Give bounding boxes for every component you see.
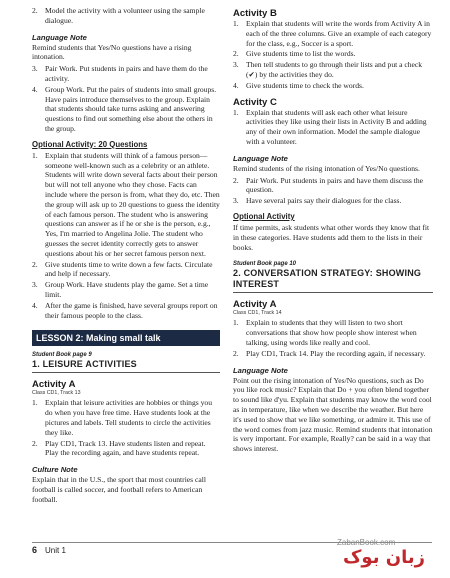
optional-activity-title: Optional Activity: 20 Questions — [32, 139, 148, 149]
page-number: 6 — [32, 545, 38, 555]
activity-b-title: Activity B — [233, 8, 277, 19]
watermark-logo — [337, 538, 447, 574]
list-item: 4. Give students time to check the words. — [233, 80, 364, 90]
student-book-page: Student Book page 10 — [233, 261, 297, 268]
list-item: 3. Pair Work. Put students in pairs and have them do the activity. — [32, 64, 208, 83]
list-item: 2. Model the activity with a volunteer using the sample dialogue. — [32, 6, 205, 25]
list-item: 2. Play CD1, Track 13. Have students listen and repeat. Play the recording again, and have students repeat. — [32, 438, 206, 458]
language-note-text: Remind students of the rising intonation of Yes/No questions. — [233, 163, 420, 173]
language-note-title: Language Note — [233, 153, 288, 163]
list-item: 2. Pair Work. Put students in pairs and have them discuss the question. — [233, 175, 424, 195]
optional-activity-title: Optional Activity — [233, 211, 295, 221]
list-item: 1. Explain that students will ask each other what leisure activities they like using their lists in Activity B and adding any of their own information. Model the sample dialogue with a volunteer. — [233, 107, 427, 146]
intro-steps — [32, 6, 220, 26]
steps-list — [32, 64, 220, 134]
list-item: 2. Play CD1, Track 14. Play the recording again, if necessary. — [233, 348, 426, 358]
left-column — [32, 0, 220, 504]
activity-b-steps — [233, 19, 433, 91]
watermark-logo-text: زبان بوک — [343, 547, 425, 568]
unit-label: Unit 1 — [45, 546, 66, 555]
language-note-title: Language Note — [32, 32, 87, 42]
list-item: 1. Explain that students will write the words from Activity A in each of the three columns. Give an example of each category for the class, e.g., Soccer is a sport. — [233, 19, 432, 48]
list-item: 1. Explain to students that they will listen to two short conversations that show how people show interest when talking, using words like really and cool. — [233, 318, 417, 347]
student-book-page: Student Book page 9 — [32, 352, 92, 359]
activity-a-steps — [32, 398, 220, 458]
list-item: 1. Explain that students will think of a famous person—someone well-known such as a celebrity or an athlete. Students will write down several facts about their person but will not tell anyone who they chose. Facts can include where the person is from, what they do, etc. Then the group will ask up to 20 questions to guess the identity of each famous person. The student who is answering questions can answer as if he or she is the person, e.g., Yes, I'm married to Angelina Jolie. The student who guesses the secret identity correctly gets to answer questions about his or her secret famous person next. — [32, 150, 220, 258]
list-item: 1. Explain that leisure activities are hobbies or things you do when you have free time. Have students look at the pictures and labels. Tell students to circle the activities they like. — [32, 398, 213, 437]
list-item: 3. Group Work. Have students play the game. Set a time limit. — [32, 280, 209, 299]
section-title: 2. CONVERSATION STRATEGY: SHOWING INTEREST — [233, 268, 433, 293]
track-label: Class CD1, Track 13 — [32, 390, 81, 397]
list-item: 2. Give students time to write down a few facts. Circulate and help if necessary. — [32, 259, 213, 279]
page-footer — [32, 545, 66, 555]
culture-note-text: Explain that in the U.S., the sport that most countries call football is called soccer, and football refers to American football. — [32, 475, 206, 504]
watermark-url: ZabanBook.com — [337, 538, 396, 547]
right-column — [233, 0, 433, 454]
activity-c-title: Activity C — [233, 96, 277, 108]
list-item: 4. After the game is finished, have several groups report on their famous people to the class. — [32, 300, 218, 320]
language-note-text: Point out the rising intonation of Yes/No questions, such as Do you like rock music? Explain that Do + you often blend together to sound like d'yu. Explain that students may know the word cool as in temperature, like when we describe the weather. But here it's used to show that we like something, or admire it. This use of the word comes from jazz music. Remind students that intonation is very important. For example, Really? can be said in a way that shows interest. — [233, 375, 433, 454]
lesson-bar: LESSON 2: Making small talk — [32, 330, 220, 346]
culture-note-title: Culture Note — [32, 465, 78, 475]
list-item: 3. Have several pairs say their dialogues for the class. — [233, 196, 402, 206]
optional-steps — [32, 151, 220, 321]
language-note-text: Remind students that Yes/No questions have a rising intonation. — [32, 42, 192, 62]
language-note-title: Language Note — [233, 365, 288, 375]
activity-a-title: Activity A — [32, 379, 76, 391]
list-item: 2. Give students time to list the words. — [233, 49, 356, 59]
list-item: 4. Group Work. Put the pairs of students into small groups. Have pairs introduce themselves to the group. Explain that students should take turns asking and answering questions to find out something else about the others in the group. — [32, 84, 217, 133]
track-label: Class CD1, Track 14 — [233, 310, 282, 317]
section-title: 1. LEISURE ACTIVITIES — [32, 359, 220, 373]
list-item: 3. Then tell students to go through their lists and put a check (✔) by the activities they do. — [233, 60, 423, 79]
activity-c-steps — [233, 108, 433, 147]
activity-c-steps-cont — [233, 176, 433, 206]
optional-activity-text: If time permits, ask students what other words they know that fit in these categories. Have students add them to the lists in their books. — [233, 222, 430, 252]
activity-a-steps — [233, 318, 433, 358]
activity-a-title: Activity A — [233, 299, 277, 311]
